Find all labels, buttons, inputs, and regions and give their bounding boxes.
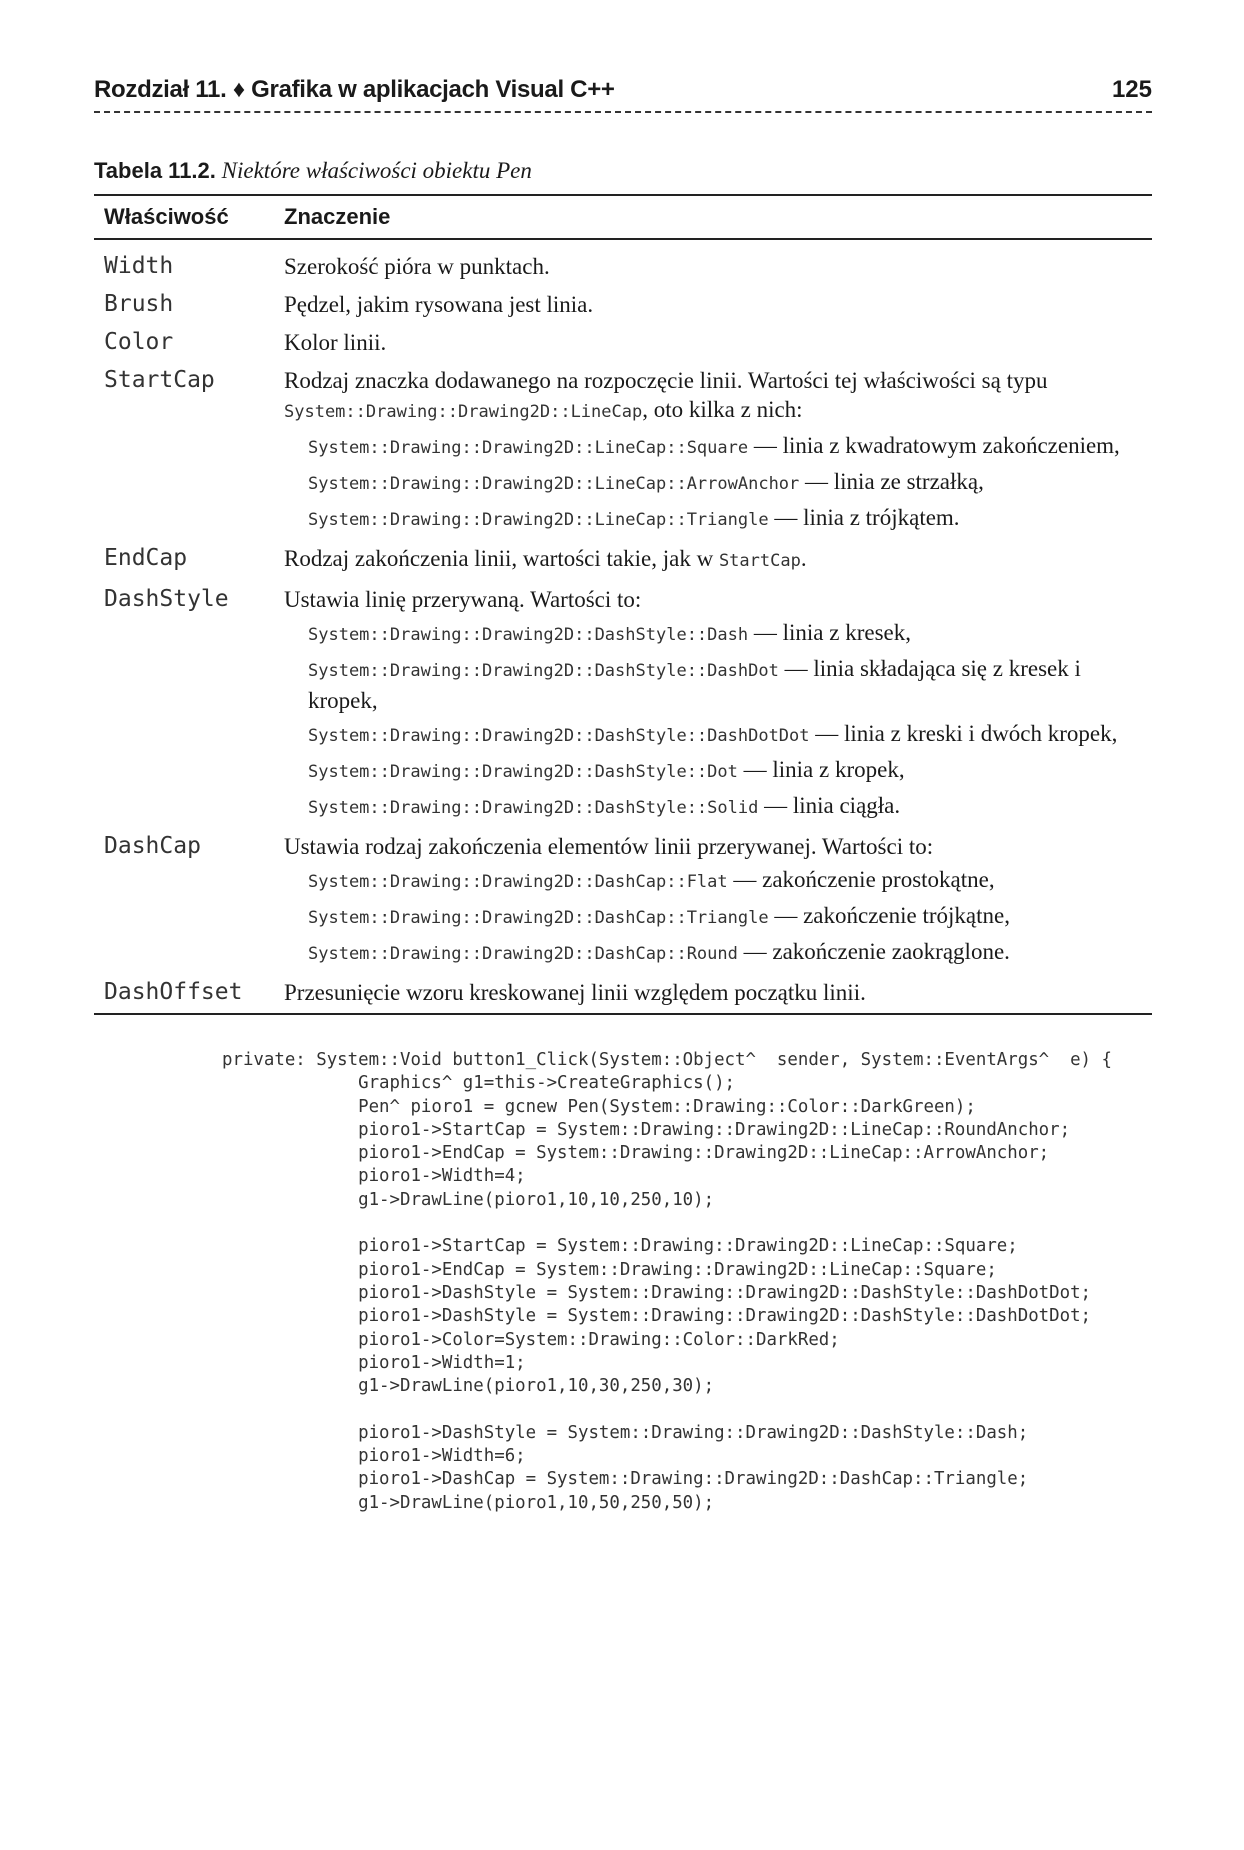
code-line <box>222 1212 1152 1235</box>
code-line: private: System::Void button1_Click(System::Object^ sender, System::EventArgs^ e) { <box>222 1050 1112 1070</box>
property-name: Color <box>104 329 174 355</box>
book-page <box>94 60 1152 1515</box>
table-row <box>94 324 1152 362</box>
header-divider <box>94 111 1152 113</box>
code-line: pioro1->StartCap = System::Drawing::Drawing2D::LineCap::Square; <box>222 1236 1018 1257</box>
value-text: — linia z kreski i dwóch kropek, <box>815 721 1118 746</box>
value-text: — linia z kropek, <box>743 757 905 782</box>
code-line: pioro1->DashStyle = System::Drawing::Drawing2D::DashStyle::DashDotDot; <box>222 1306 1092 1327</box>
table-caption <box>94 158 1152 184</box>
property-description <box>274 581 1152 828</box>
value-code: System::Drawing::Drawing2D::LineCap::Square <box>308 438 749 458</box>
value-text: — linia składająca się z kresek i kropek, <box>308 656 1081 713</box>
property-description: Szerokość pióra w punktach. <box>284 254 550 279</box>
code-inline: System::Drawing::Drawing2D::LineCap <box>284 402 643 422</box>
value-item <box>284 431 1152 463</box>
code-line: Pen^ pioro1 = gcnew Pen(System::Drawing::Color::DarkGreen); <box>222 1096 976 1117</box>
property-name: Width <box>104 253 174 279</box>
value-text: — linia z trójkątem. <box>774 505 960 530</box>
value-code: System::Drawing::Drawing2D::DashStyle::Dot <box>308 762 738 782</box>
property-description: Pędzel, jakim rysowana jest linia. <box>284 292 594 317</box>
code-listing <box>222 1049 1152 1515</box>
value-item <box>284 467 1152 499</box>
header-chapter-title <box>94 76 615 104</box>
property-name: DashCap <box>104 833 201 859</box>
property-name: Brush <box>104 291 174 317</box>
caption-label: Tabela 11.2. <box>94 158 216 183</box>
running-header <box>94 60 1152 108</box>
code-line: pioro1->DashStyle = System::Drawing::Drawing2D::DashStyle::Dash; <box>222 1422 1029 1443</box>
property-description <box>274 828 1152 974</box>
table-row <box>94 828 1152 974</box>
value-item <box>284 937 1152 969</box>
code-inline: StartCap <box>718 551 801 571</box>
value-text: — zakończenie prostokątne, <box>733 867 995 892</box>
table-row <box>94 974 1152 1014</box>
value-item <box>284 791 1152 823</box>
value-code: System::Drawing::Drawing2D::DashStyle::Dash <box>308 625 749 645</box>
value-code: System::Drawing::Drawing2D::DashStyle::DashDotDot <box>308 726 810 746</box>
description-text: Rodzaj znaczka dodawanego na rozpoczęcie linii. Wartości tej właściwości są typu <box>284 368 1048 393</box>
description-text: Ustawia linię przerywaną. Wartości to: <box>284 587 642 612</box>
table-row <box>94 540 1152 581</box>
diamond-bullet-icon: ♦ <box>232 76 245 103</box>
table-row <box>94 362 1152 540</box>
chapter-label: Rozdział 11. <box>94 76 227 103</box>
value-code: System::Drawing::Drawing2D::DashCap::Flat <box>308 872 728 892</box>
property-description: Przesunięcie wzoru kreskowanej linii względem początku linii. <box>274 974 1152 1014</box>
code-line: pioro1->DashCap = System::Drawing::Drawing2D::DashCap::Triangle; <box>222 1469 1029 1490</box>
property-name: EndCap <box>104 545 188 571</box>
value-code: System::Drawing::Drawing2D::LineCap::ArrowAnchor <box>308 474 800 494</box>
description-tail: . <box>800 546 807 571</box>
property-name: DashStyle <box>104 586 229 612</box>
code-line: Graphics^ g1=this->CreateGraphics(); <box>222 1073 736 1094</box>
value-text: — linia ciągła. <box>764 793 901 818</box>
description-text: Rodzaj zakończenia linii, wartości takie, jak w <box>284 546 714 571</box>
value-item <box>284 503 1152 535</box>
code-line: g1->DrawLine(pioro1,10,30,250,30); <box>222 1376 715 1397</box>
code-line: pioro1->Color=System::Drawing::Color::DarkRed; <box>222 1329 840 1350</box>
table-row <box>94 239 1152 286</box>
property-description: Kolor linii. <box>284 330 387 355</box>
column-header-meaning: Znaczenie <box>274 195 1152 239</box>
page-number: 125 <box>1111 76 1152 103</box>
value-code: System::Drawing::Drawing2D::DashCap::Round <box>308 944 738 964</box>
code-line: pioro1->EndCap = System::Drawing::Drawing2D::LineCap::Square; <box>222 1259 997 1280</box>
value-code: System::Drawing::Drawing2D::DashCap::Triangle <box>308 908 769 928</box>
table-row <box>94 581 1152 828</box>
code-line: pioro1->DashStyle = System::Drawing::Drawing2D::DashStyle::DashDotDot; <box>222 1282 1092 1303</box>
table-row <box>94 286 1152 324</box>
chapter-title: Grafika w aplikacjach Visual C++ <box>251 76 615 103</box>
value-text: — zakończenie trójkątne, <box>774 903 1010 928</box>
table-header-row <box>94 195 1152 239</box>
property-name: StartCap <box>104 367 215 393</box>
value-item <box>284 865 1152 897</box>
pen-properties-table <box>94 194 1152 1015</box>
code-line: pioro1->StartCap = System::Drawing::Drawing2D::LineCap::RoundAnchor; <box>222 1119 1071 1140</box>
value-item <box>284 618 1152 650</box>
value-text: — linia z kwadratowym zakończeniem, <box>753 433 1120 458</box>
value-item <box>284 755 1152 787</box>
description-tail: , oto kilka z nich: <box>642 397 803 422</box>
code-line: pioro1->Width=4; <box>222 1166 526 1187</box>
property-name: DashOffset <box>94 974 274 1014</box>
value-text: — linia ze strzałką, <box>805 469 984 494</box>
code-line: g1->DrawLine(pioro1,10,50,250,50); <box>222 1492 715 1513</box>
code-line: pioro1->Width=6; <box>222 1446 526 1467</box>
value-text: — zakończenie zaokrąglone. <box>743 939 1010 964</box>
code-line: g1->DrawLine(pioro1,10,10,250,10); <box>222 1189 715 1210</box>
value-text: — linia z kresek, <box>753 620 911 645</box>
code-line: pioro1->EndCap = System::Drawing::Drawing2D::LineCap::ArrowAnchor; <box>222 1143 1050 1164</box>
description-text: Ustawia rodzaj zakończenia elementów linii przerywanej. Wartości to: <box>284 834 934 859</box>
value-item <box>284 719 1152 751</box>
value-code: System::Drawing::Drawing2D::DashStyle::DashDot <box>308 661 779 681</box>
value-code: System::Drawing::Drawing2D::DashStyle::Solid <box>308 798 759 818</box>
property-description <box>274 540 1152 581</box>
code-line: pioro1->Width=1; <box>222 1352 526 1373</box>
value-code: System::Drawing::Drawing2D::LineCap::Triangle <box>308 510 769 530</box>
column-header-property: Właściwość <box>94 195 274 239</box>
caption-text: Niektóre właściwości obiektu Pen <box>221 158 532 183</box>
value-item <box>284 654 1152 715</box>
value-item <box>284 901 1152 933</box>
code-line <box>222 1398 1152 1421</box>
property-description <box>274 362 1152 540</box>
